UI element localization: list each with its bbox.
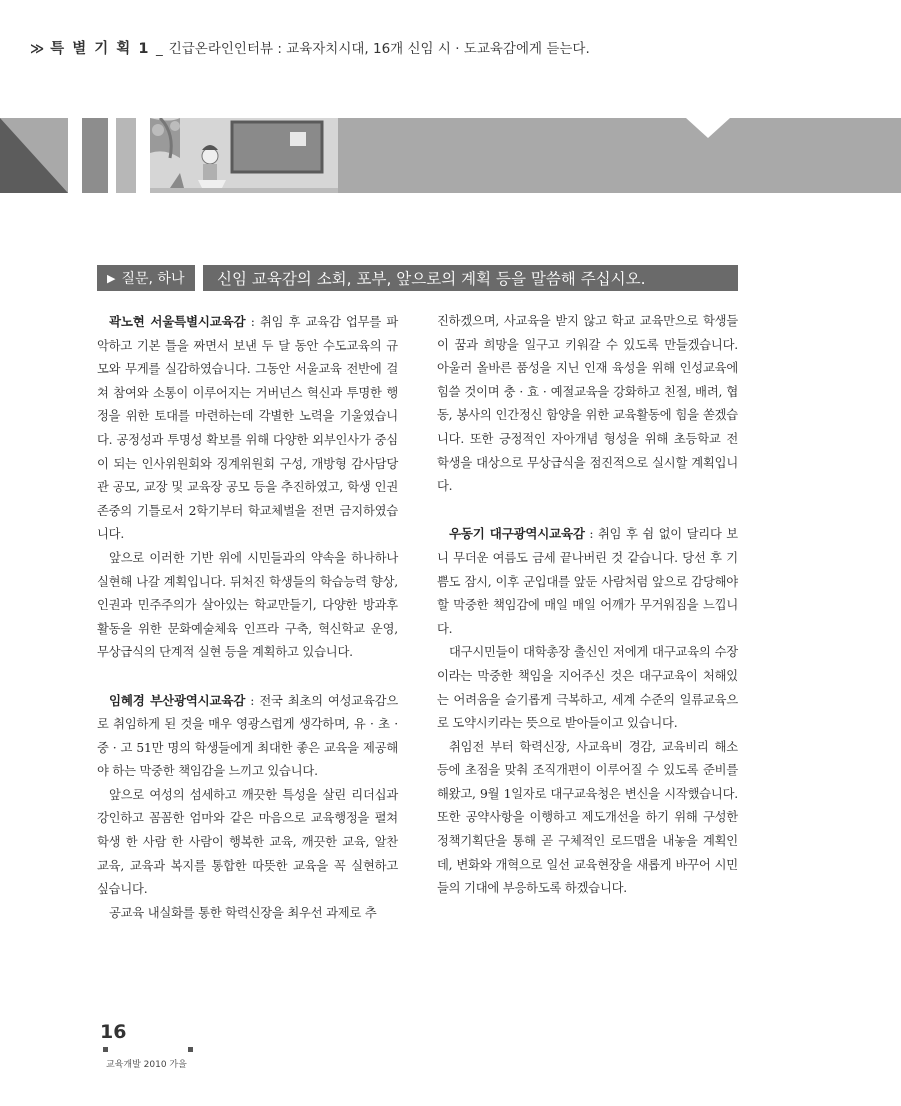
header-separator: _	[155, 41, 163, 57]
answer-paragraph: 앞으로 여성의 섬세하고 깨끗한 특성을 살린 리더십과 강인하고 꼼꼼한 엄마와 같은 마음으로 교육행정을 펼쳐 학생 한 사람 한 사람이 행복한 교육, 깨끗한 교육, 알찬 교육, 교육과 복지를 통합한 따뜻한 교육을 꼭 실현하고 싶습니다.	[97, 787, 398, 897]
answer-paragraph: 우동기 대구광역시교육감 : 취임 후 쉼 없이 달리다 보니 무더운 여름도 금세 끝나버린 것 같습니다. 당선 후 기쁨도 잠시, 이후 군입대를 앞둔 사람처럼 앞으로 감당해야 할 막중한 책임감에 매일 매일 어깨가 무거워짐을 느낍니다.	[437, 526, 738, 636]
illustration-image	[150, 118, 338, 193]
square-marker-icon	[188, 1047, 193, 1052]
question-text: 신임 교육감의 소회, 포부, 앞으로의 계획 등을 말씀해 주십시오.	[217, 270, 646, 288]
right-column	[437, 310, 738, 901]
page-number: 16	[100, 1021, 127, 1043]
speaker-name: 임혜경 부산광역시교육감	[109, 692, 246, 708]
classroom-illustration	[150, 118, 338, 193]
banner-stripe	[82, 118, 108, 193]
banner-triangle	[0, 118, 68, 193]
left-column	[97, 310, 398, 925]
play-triangle-icon: ▶	[107, 271, 116, 285]
banner-stripe	[116, 118, 136, 193]
answer-paragraph: 임혜경 부산광역시교육감 : 전국 최초의 여성교육감으로 취임하게 된 것을 매우 영광스럽게 생각하며, 유 · 초 · 중 · 고 51만 명의 학생들에게 최대한 좋은 교육을 제공해야 하는 막중한 책임감을 느끼고 있습니다.	[97, 692, 398, 779]
banner-notch	[686, 118, 730, 138]
answer-paragraph: 취임전 부터 학력신장, 사교육비 경감, 교육비리 해소 등에 초점을 맞춰 조직개편이 이루어질 수 있도록 준비를 해왔고, 9월 1일자로 대구교육청은 변신을 시작했습니다. 또한 공약사항을 이행하고 제도개선을 하기 위해 구성한 정책기획단을 통해 곧 구체적인 로드맵을 내놓을 계획인데, 변화와 개혁으로 일선 교육현장을 새롭게 바꾸어 시민들의 기대에 부응하도록 하겠습니다.	[437, 739, 738, 896]
answer-paragraph: 진하겠으며, 사교육을 받지 않고 학교 교육만으로 학생들이 꿈과 희망을 일구고 키워갈 수 있도록 만들겠습니다. 아울러 올바른 품성을 지닌 인재 육성을 위해 인성교육에 힘쓸 것이며 충 · 효 · 예절교육을 강화하고 친절, 배려, 협동, 봉사의 인간정신 함양을 위한 교육활동에 힘을 쏟겠습니다. 또한 긍정적인 자아개념 형성을 위해 초등학교 전 학생을 대상으로 무상급식을 점진적으로 실시할 계획입니다.	[437, 314, 738, 494]
footer	[100, 1047, 210, 1071]
answer-paragraph: 공교육 내실화를 통한 학력신장을 최우선 과제로 추	[109, 905, 377, 920]
speaker-name: 곽노현 서울특별시교육감	[109, 314, 246, 329]
running-header	[30, 37, 880, 58]
square-marker-icon	[103, 1047, 108, 1052]
speaker-name: 우동기 대구광역시교육감	[449, 526, 585, 542]
question-label: 질문, 하나	[121, 271, 185, 287]
answer-paragraph: 대구시민들이 대학총장 출신인 저에게 대구교육의 수장이라는 막중한 책임을 지어주신 것은 대구교육이 처해있는 어려움을 슬기롭게 극복하고, 세계 수준의 일류교육으로 도약시키라는 뜻으로 받아들이고 있습니다.	[437, 645, 738, 731]
answer-paragraph: 앞으로 이러한 기반 위에 시민들과의 약속을 하나하나 실현해 나갈 계획입니다. 뒤처진 학생들의 학습능력 향상, 인권과 민주주의가 살아있는 학교만들기, 다양한 방과후활동을 위한 문화예술체육 인프라 구축, 혁신학교 운영, 무상급식의 단계적 실현 등을 계획하고 있습니다.	[97, 550, 398, 660]
question-label-bar	[97, 265, 195, 291]
double-chevron-icon: ≫	[30, 41, 45, 57]
question-text-bar	[203, 265, 738, 291]
decorative-banner	[0, 118, 901, 193]
header-title: 긴급온라인인터뷰 : 교육자치시대, 16개 신임 시 · 도교육감에게 듣는다.	[168, 41, 590, 57]
publication-name: 교육개발 2010 가을	[106, 1060, 187, 1070]
special-feature-label: 특 별 기 획 1	[50, 41, 150, 57]
answer-paragraph: 곽노현 서울특별시교육감 : 취임 후 교육감 업무를 파악하고 기본 틀을 짜면서 보낸 두 달 동안 수도교육의 규모와 무게를 실감하였습니다. 그동안 서울교육 전반에 걸쳐 참여와 소통이 이루어지는 거버넌스 혁신과 투명한 행정을 위한 토대를 마련하는데 각별한 노력을 기울였습니다. 공정성과 투명성 확보를 위해 다양한 외부인사가 중심이 되는 인사위원회와 징계위원회 구성, 개방형 감사담당관 공모, 교장 및 교육장 공모 등을 추진하였고, 학생 인권존중의 기틀로서 2학기부터 학교체벌을 전면 금지하였습니다.	[97, 314, 399, 542]
